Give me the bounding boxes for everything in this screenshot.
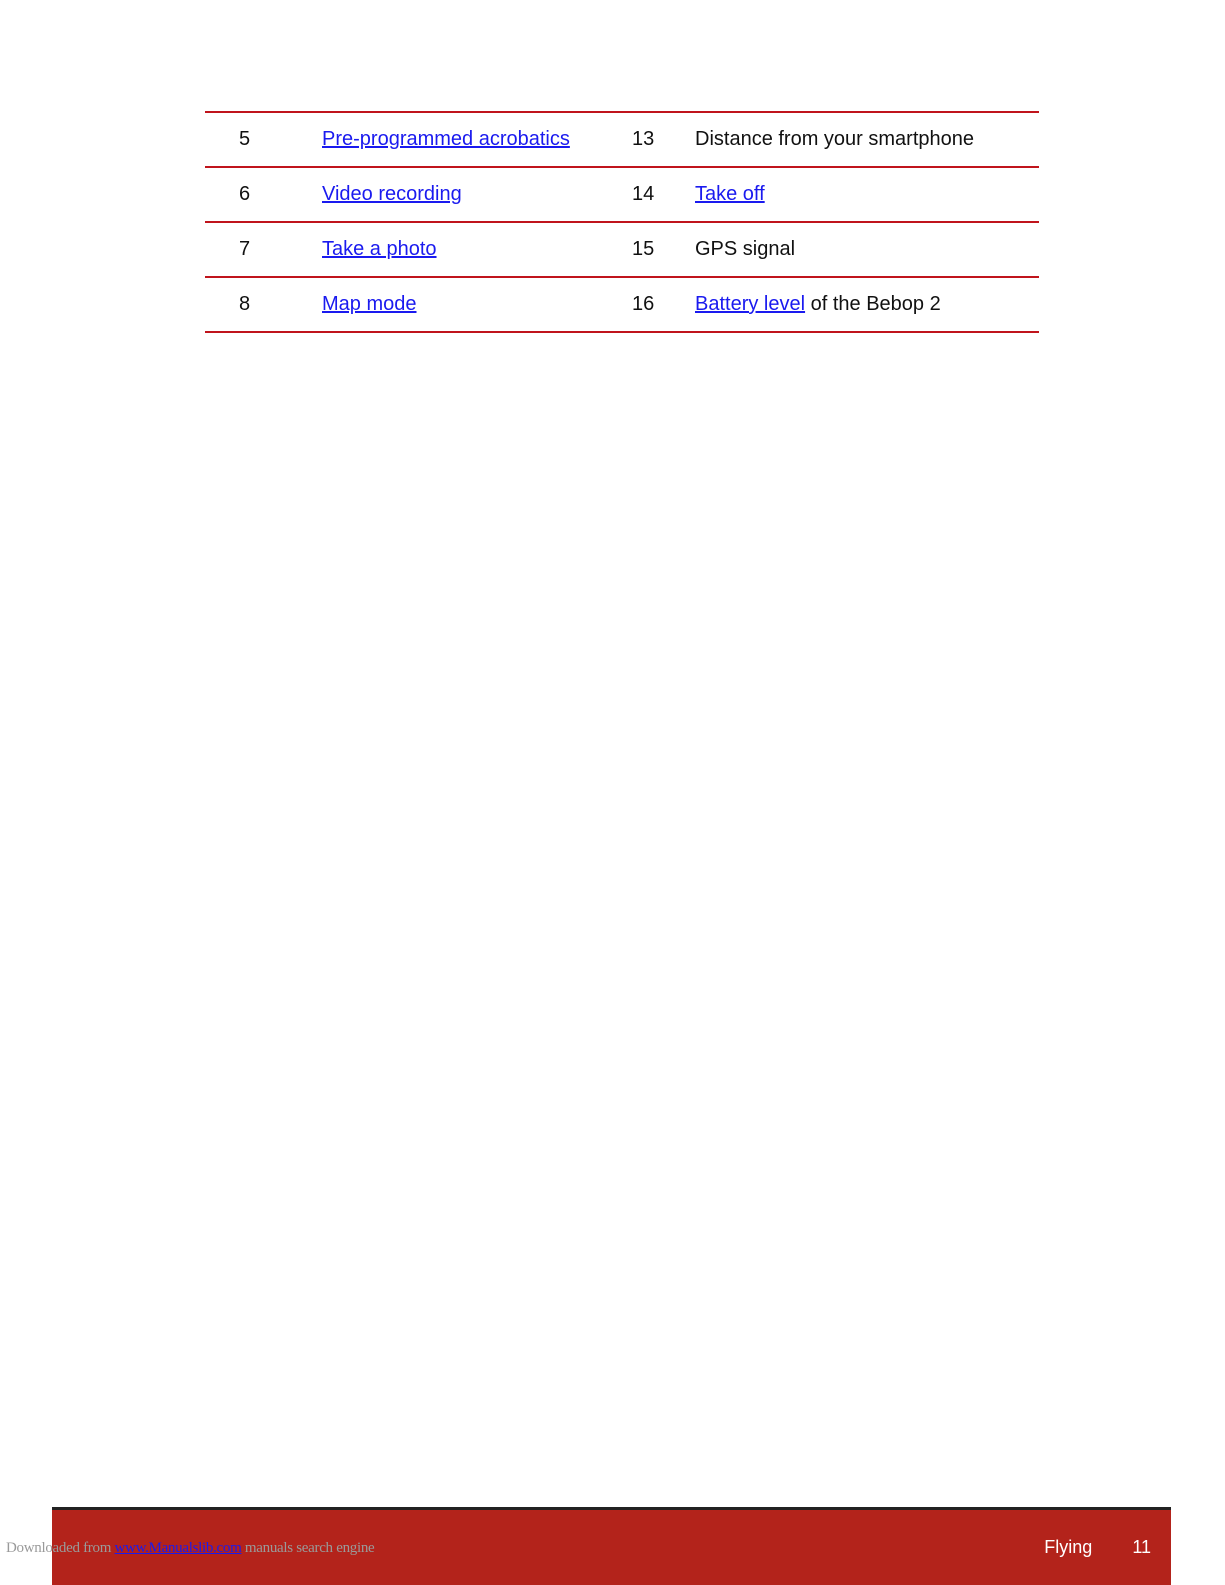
manualslib-link[interactable]: www.Manualslib.com bbox=[114, 1540, 242, 1556]
item-label-cell bbox=[695, 222, 1039, 277]
item-label-cell bbox=[695, 277, 1039, 332]
table-row bbox=[205, 222, 1039, 277]
item-number: 14 bbox=[632, 167, 695, 222]
take-a-photo-link[interactable]: Take a photo bbox=[322, 238, 437, 260]
item-number: 13 bbox=[632, 112, 695, 167]
item-number: 5 bbox=[205, 112, 322, 167]
table-row bbox=[205, 112, 1039, 167]
item-label-cell bbox=[695, 112, 1039, 167]
footer-section-title bbox=[1044, 1537, 1151, 1558]
table-row bbox=[205, 167, 1039, 222]
distance-label: Distance from your smartphone bbox=[695, 128, 975, 150]
page-number: 11 bbox=[1132, 1537, 1151, 1557]
pre-programmed-acrobatics-link[interactable]: Pre-programmed acrobatics bbox=[322, 128, 570, 150]
legend-table bbox=[205, 111, 1039, 333]
item-label-cell bbox=[322, 167, 632, 222]
item-label-cell bbox=[322, 112, 632, 167]
footer-section-label: Flying bbox=[1044, 1537, 1093, 1557]
battery-level-suffix: of the Bebop 2 bbox=[805, 293, 941, 315]
battery-level-link[interactable]: Battery level bbox=[695, 293, 806, 315]
download-note bbox=[6, 1540, 374, 1557]
item-number: 16 bbox=[632, 277, 695, 332]
item-label-cell bbox=[695, 167, 1039, 222]
map-mode-link[interactable]: Map mode bbox=[322, 293, 417, 315]
download-note-suffix: manuals search engine bbox=[241, 1540, 375, 1556]
item-label-cell bbox=[322, 222, 632, 277]
item-number: 15 bbox=[632, 222, 695, 277]
take-off-link[interactable]: Take off bbox=[695, 183, 765, 205]
table-row bbox=[205, 277, 1039, 332]
item-number: 7 bbox=[205, 222, 322, 277]
item-number: 6 bbox=[205, 167, 322, 222]
video-recording-link[interactable]: Video recording bbox=[322, 183, 462, 205]
item-label-cell bbox=[322, 277, 632, 332]
item-number: 8 bbox=[205, 277, 322, 332]
download-note-prefix: Downloaded from bbox=[6, 1540, 115, 1556]
gps-signal-label: GPS signal bbox=[695, 238, 796, 260]
